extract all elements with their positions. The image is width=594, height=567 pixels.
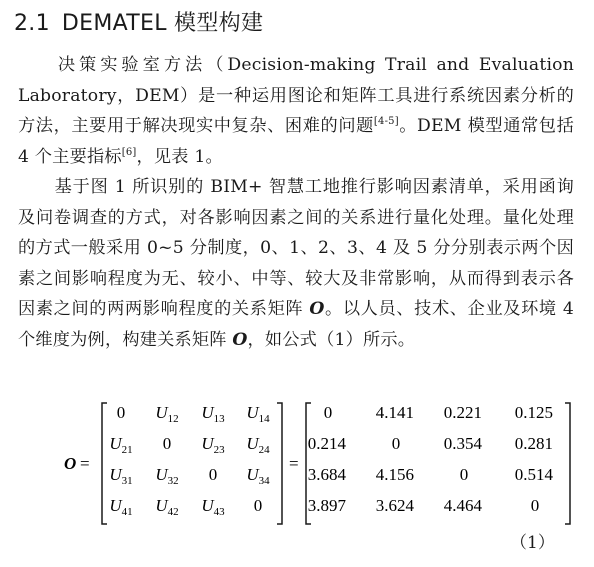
matrix-symbol-cell: $U_{21}$ (109, 434, 133, 456)
matrix-symbol-cell: $U_{43}$ (201, 496, 225, 518)
matrix-symbol-cell: $U_{13}$ (201, 403, 225, 425)
matrix-symbol-cell: $U_{12}$ (155, 403, 179, 425)
paragraph-text: 。以人员、技术、企业及环境 4 个维度为例，构建关系矩阵 (18, 299, 574, 350)
matrix-symbol-cell: 0 (162, 434, 172, 453)
matrix-value-cell: 3.624 (375, 496, 414, 515)
matrix-symbol-cell: $U_{23}$ (201, 434, 225, 456)
matrix-symbol-cell: $U_{31}$ (109, 465, 133, 487)
equals-sign: = (289, 454, 299, 473)
matrix-value-cell: 0.514 (514, 465, 553, 484)
paragraph-text: ，如公式（1）所示。 (247, 329, 416, 350)
citation: [6] (121, 146, 137, 158)
matrix-value-cell: 0 (323, 403, 333, 422)
matrix-value-cell: 4.464 (443, 496, 482, 515)
matrix-value-cell: 0 (391, 434, 401, 453)
matrix-value-cell: 3.684 (307, 465, 346, 484)
section-number: 2.1 (14, 11, 50, 36)
matrix-symbol-cell: $U_{14}$ (246, 403, 270, 425)
matrix-value-cell: 0.125 (514, 403, 553, 422)
matrix-value-cell: 0 (530, 496, 540, 515)
matrix-value-cell: 0.221 (443, 403, 482, 422)
matrix-symbol-cell: $U_{42}$ (155, 496, 179, 518)
matrix-value-cell: 0 (459, 465, 469, 484)
equation-number: （1） (510, 533, 555, 553)
paragraph-text: 基于图 1 所识别的 BIM+ 智慧工地推行影响因素清单，采用函询及问卷调查的方式，对各影响因素之间的关系进行量化处理。量化处理的方式一般采用 0~5 分制度，0、1、2、3、4 及 5 分分别表示两个因素之间影响程度为无、较小、中等、较大及非常影响，从而得到表示各因素之间的两两影响程度的关系矩阵 (18, 177, 574, 319)
matrix-symbol: O (232, 329, 248, 350)
citation: [4-5] (373, 116, 399, 127)
bracket-right (565, 403, 570, 524)
matrix-symbol-cell: $U_{32}$ (155, 465, 179, 487)
matrix-value-cell: 0.354 (443, 434, 482, 453)
matrix-value-cell: 0.214 (307, 434, 346, 453)
matrix-symbol-cell: $U_{41}$ (109, 496, 133, 518)
matrix-value-cell: 4.141 (375, 403, 414, 422)
matrix-symbol-cell: $U_{24}$ (246, 434, 270, 456)
paragraph-text: 。DEM 模型通常包括 4 个主要指标 (18, 116, 574, 167)
matrix-symbol-cell: 0 (253, 496, 263, 515)
matrix-symbol: O (309, 299, 325, 319)
matrix-symbol-cell: 0 (116, 403, 126, 422)
bracket-right (277, 403, 282, 524)
paragraph-text: 决策实验室方法（Decision-making Trail and Evaluation Laboratory，DEM）是一种运用图论和矩阵工具进行系统因素分析的方法，主要用于解决现实中复杂、困难的问题 (18, 55, 574, 136)
equals-sign: = (80, 454, 90, 473)
matrix-value-cell: 3.897 (307, 496, 346, 515)
bracket-left (102, 403, 107, 524)
matrix-symbol-cell: 0 (208, 465, 218, 484)
matrix-symbol-cell: $U_{34}$ (246, 465, 270, 487)
section-title: DEMATEL 模型构建 (61, 11, 264, 36)
equation-lhs: O (64, 454, 77, 473)
matrix-value-cell: 0.281 (514, 434, 553, 453)
paragraph-text: ，见表 1。 (136, 146, 223, 167)
matrix-value-cell: 4.156 (375, 465, 414, 484)
